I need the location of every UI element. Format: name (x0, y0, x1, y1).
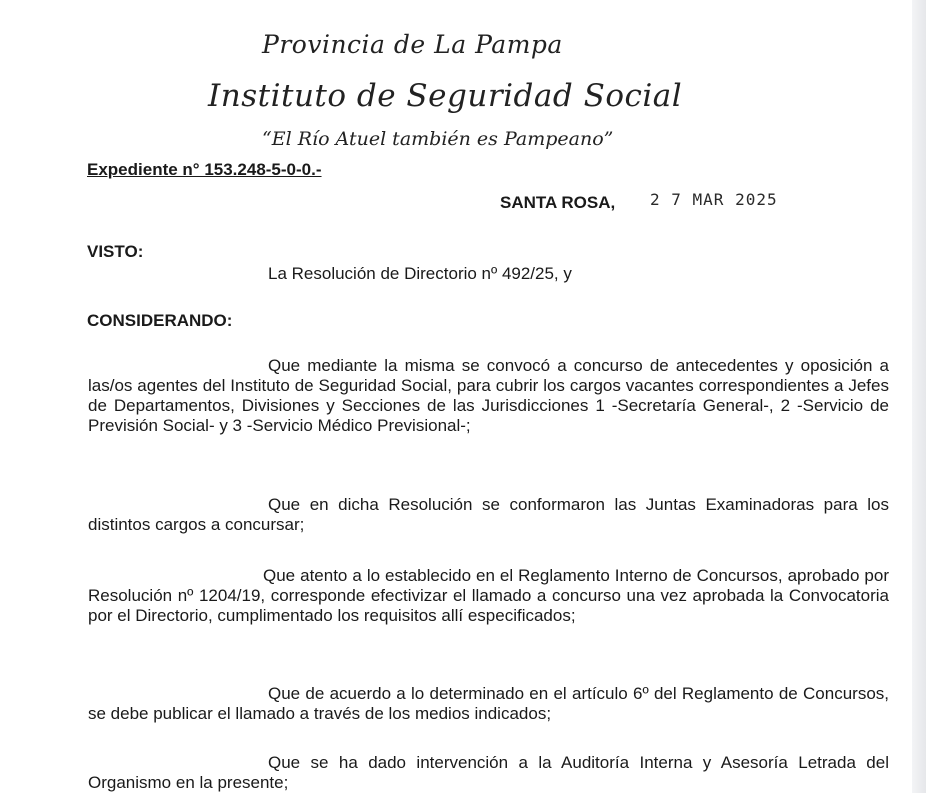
expediente-number: Expediente n° 153.248-5-0-0.- (87, 160, 322, 179)
letterhead-motto: “El Río Atuel también es Pampeano” (262, 128, 614, 150)
visto-heading: VISTO: (87, 242, 144, 261)
letterhead-province: Provincia de La Pampa (262, 30, 563, 59)
considerando-paragraph: Que de acuerdo a lo determinado en el artículo 6º del Reglamento de Concursos, se debe publicar el llamado a través de los medios indicados; (88, 684, 889, 723)
considerando-paragraph: Que se ha dado intervención a la Auditoría Interna y Asesoría Letrada del Organismo en la presente; (88, 753, 889, 792)
considerando-paragraph: Que atento a lo establecido en el Reglamento Interno de Concursos, aprobado por Resolución nº 1204/19, corresponde efectivizar el llamado a concurso una vez aprobada la Convocatoria por el Directorio, cumplimentado los requisitos allí especificados; (88, 566, 889, 625)
date-stamp: 2 7 MAR 2025 (650, 190, 778, 209)
considerando-paragraph: Que mediante la misma se convocó a concurso de antecedentes y oposición a las/os agentes del Instituto de Seguridad Social, para cubrir los cargos vacantes correspondientes a Jefes de Departamentos, Divisiones y Secciones de las Jurisdicciones 1 -Secretaría General-, 2 -Servicio de Previsión Social- y 3 -Servicio Médico Previsional-; (88, 356, 889, 435)
visto-text: La Resolución de Directorio nº 492/25, y (268, 264, 572, 283)
letterhead-institute: Instituto de Seguridad Social (208, 78, 683, 114)
page-edge-shadow (912, 0, 926, 793)
considerando-paragraph: Que en dicha Resolución se conformaron las Juntas Examinadoras para los distintos cargos a concursar; (88, 495, 889, 534)
place-label: SANTA ROSA, (500, 193, 616, 212)
considerando-heading: CONSIDERANDO: (87, 311, 233, 330)
